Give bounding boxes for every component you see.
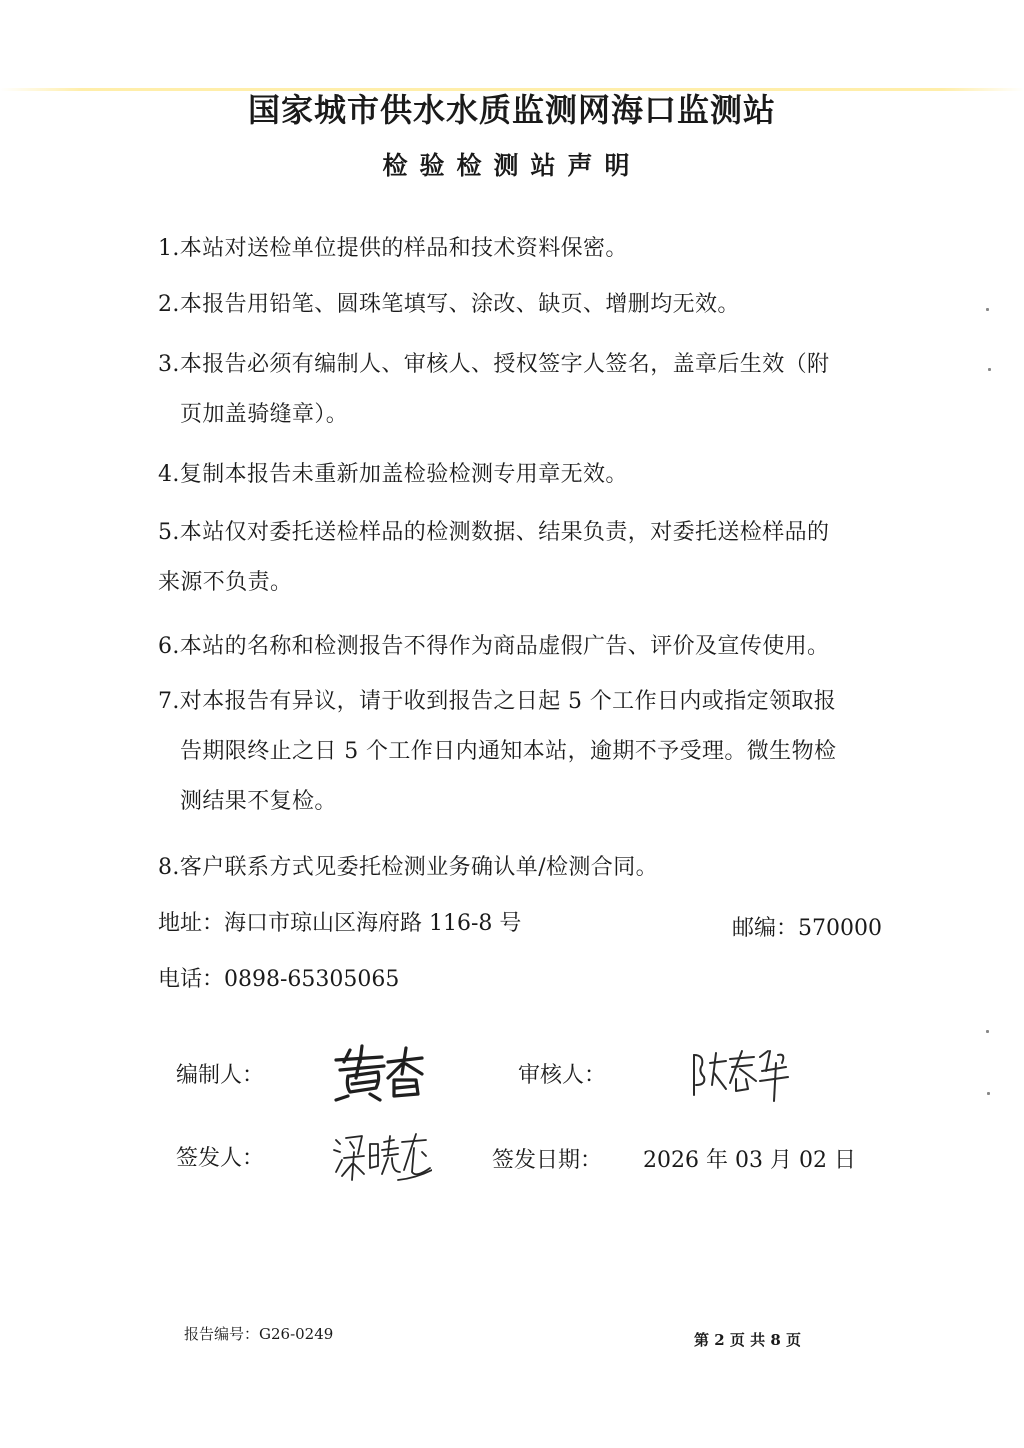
- statement-8: [158, 855, 878, 881]
- reviewer-label: 审核人：: [518, 1063, 607, 1088]
- statement-line: 2.本报告用铅笔、圆珠笔填写、涂改、缺页、增删均无效。: [158, 292, 740, 317]
- statement-line: 页加盖骑缝章）。: [180, 402, 349, 427]
- scan-speck: [986, 308, 989, 311]
- page-title: 国家城市供水水质监测网海口监测站: [247, 91, 776, 129]
- statement-line: 告期限终止之日 5 个工作日内通知本站，逾期不予受理。微生物检: [180, 739, 837, 764]
- compiler-signature: [330, 1040, 430, 1102]
- statement-line: 3.本报告必须有编制人、审核人、授权签字人签名，盖章后生效（附: [158, 352, 830, 377]
- statement-line: 8.客户联系方式见委托检测业务确认单/检测合同。: [158, 855, 659, 880]
- postcode: 邮编：570000: [732, 916, 882, 941]
- statement-line: 测结果不复检。: [180, 789, 337, 814]
- statement-7: [158, 689, 878, 815]
- statement-2: [158, 292, 878, 318]
- statement-1: [158, 236, 878, 262]
- statement-line: 4.复制本报告未重新加盖检验检测专用章无效。: [158, 462, 628, 487]
- statement-6: [158, 634, 878, 660]
- statement-line: 1.本站对送检单位提供的样品和技术资料保密。: [158, 236, 628, 261]
- issue-date-label: 签发日期：: [492, 1148, 603, 1173]
- statement-line: 来源不负责。: [158, 570, 293, 595]
- statement-line: 5.本站仅对委托送检样品的检测数据、结果负责，对委托送检样品的: [158, 520, 830, 545]
- scan-speck: [987, 1092, 990, 1095]
- page-indicator: 第 2 页 共 8 页: [694, 1331, 801, 1349]
- statement-line: 6.本站的名称和检测报告不得作为商品虚假广告、评价及宣传使用。: [158, 634, 830, 659]
- statement-3: [158, 352, 878, 428]
- scan-speck: [986, 1030, 989, 1033]
- statement-4: [158, 462, 878, 488]
- issuer-label: 签发人：: [176, 1146, 265, 1171]
- issue-date: 2026 年 03 月 02 日: [643, 1148, 856, 1173]
- report-number: 报告编号：G26-0249: [184, 1325, 334, 1343]
- phone: 电话：0898-65305065: [158, 967, 400, 992]
- scan-speck: [988, 368, 991, 371]
- compiler-label: 编制人：: [176, 1063, 265, 1088]
- issuer-signature: [332, 1130, 432, 1186]
- reviewer-signature: [686, 1045, 796, 1105]
- page-subtitle: 检验检测站声明: [382, 151, 642, 180]
- statement-line: 7.对本报告有异议，请于收到报告之日起 5 个工作日内或指定领取报: [158, 689, 837, 714]
- statement-5: [158, 520, 878, 596]
- address: 地址：海口市琼山区海府路 116-8 号: [158, 911, 522, 936]
